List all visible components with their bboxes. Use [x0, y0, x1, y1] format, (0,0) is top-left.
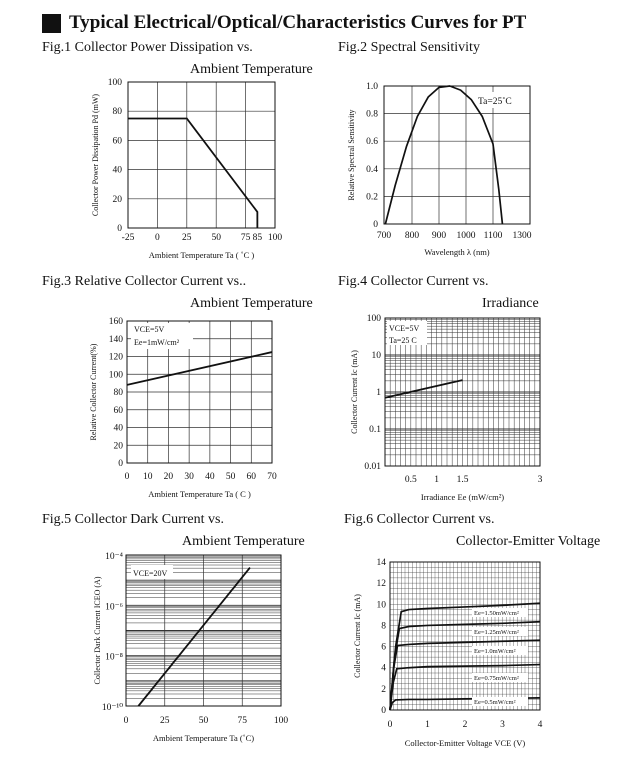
fig2-chart — [347, 82, 532, 257]
fig3-annotation-vce: VCE=5V — [134, 325, 165, 334]
fig6-ytick: 2 — [381, 684, 386, 695]
fig4-ylabel: Collector Current Ic (mA) — [350, 350, 359, 434]
fig2-ytick: 0 — [373, 220, 378, 230]
fig3-ytick: 0 — [118, 459, 123, 469]
fig2-xtick: 900 — [431, 231, 447, 241]
fig2-xtick: 1100 — [483, 231, 503, 241]
fig3-chart — [89, 317, 277, 499]
fig1-xtick: 75 — [240, 233, 251, 243]
fig3-ytick: 20 — [113, 441, 123, 452]
fig4-xtick: 3 — [537, 475, 543, 485]
fig5-xtick: 25 — [160, 716, 170, 726]
fig3-ytick: 140 — [108, 334, 123, 345]
fig2-xlabel: Wavelength λ (nm) — [424, 247, 490, 257]
fig1-ytick: 60 — [112, 136, 122, 147]
fig6-ytick: 6 — [381, 642, 386, 653]
fig4-ytick: 1 — [376, 388, 381, 398]
fig5-annotation: VCE=20V — [133, 569, 168, 578]
fig6-ytick: 12 — [376, 579, 386, 590]
fig2-ytick: 0.4 — [366, 164, 378, 175]
fig3-xtick: 20 — [163, 472, 174, 482]
fig4-ytick: 0.1 — [369, 425, 381, 435]
fig4-ytick: 10 — [371, 351, 381, 361]
fig6-series-label: Ee=0.5mW/cm² — [474, 699, 516, 706]
fig1-series-line — [128, 119, 257, 229]
fig6-ytick: 4 — [381, 663, 386, 674]
fig1-ytick: 40 — [112, 165, 122, 176]
fig1-xtick: 0 — [155, 233, 160, 243]
fig4-chart — [350, 314, 543, 502]
fig5-xtick: 0 — [123, 716, 129, 726]
fig1-ytick: 80 — [112, 107, 122, 118]
fig5-ytick: 10⁻¹⁰ — [101, 703, 123, 713]
fig6-ytick: 10 — [376, 600, 386, 611]
fig4-ytick: 0.01 — [364, 462, 381, 472]
fig5-caption-line2: Ambient Temperature — [182, 534, 305, 549]
fig3-xtick: 30 — [184, 472, 194, 482]
fig4-xtick: 1 — [434, 475, 440, 485]
fig3-ytick: 40 — [113, 423, 123, 434]
fig6-series-label: Ee=1.0mW/cm² — [474, 648, 516, 655]
fig1-ytick: 100 — [107, 78, 122, 88]
fig4-caption: Fig.4 Collector Current vs. — [338, 274, 489, 289]
fig3-xtick: 0 — [124, 472, 130, 482]
fig6-ytick: 0 — [381, 706, 386, 716]
fig1-ytick: 0 — [117, 224, 122, 234]
fig6-caption: Fig.6 Collector Current vs. — [344, 512, 495, 527]
fig4-series-line — [385, 380, 463, 398]
fig6-xtick: 0 — [387, 720, 393, 730]
fig1-ylabel: Collector Power Dissipation Pd (mW) — [91, 93, 100, 217]
fig6-xtick: 3 — [500, 720, 505, 730]
fig2-caption: Fig.2 Spectral Sensitivity — [338, 40, 480, 55]
fig2-xtick: 1000 — [456, 231, 476, 241]
fig5-series-line — [138, 568, 250, 706]
fig5-ytick: 10⁻⁶ — [105, 602, 123, 613]
fig3-ytick: 100 — [108, 370, 123, 381]
fig1-caption: Fig.1 Collector Power Dissipation vs. — [42, 40, 253, 55]
fig1-xtick: 25 — [182, 233, 192, 243]
fig1-xtick: -25 — [121, 233, 135, 243]
fig2-annotation: Ta=25˚C — [478, 97, 512, 107]
fig3-xtick: 50 — [225, 472, 236, 482]
fig3-xtick: 40 — [205, 472, 215, 482]
page-title: Typical Electrical/Optical/Characteristics Curves for PT — [69, 12, 527, 33]
fig6-series-label: Ee=0.75mW/cm² — [474, 675, 519, 682]
fig5-xtick: 100 — [273, 716, 289, 726]
fig6-series-label: Ee=1.25mW/cm² — [474, 629, 519, 636]
fig1-caption-line2: Ambient Temperature — [190, 62, 313, 77]
fig6-xlabel: Collector-Emitter Voltage VCE (V) — [404, 738, 526, 748]
fig6-xtick: 1 — [425, 720, 430, 730]
fig4-annotation-vce: VCE=5V — [389, 324, 420, 333]
fig2-ytick: 0.2 — [366, 192, 378, 203]
fig2-ytick: 1.0 — [366, 82, 378, 92]
fig3-annotation-ee: Ee=1mW/cm² — [134, 338, 180, 347]
fig6-caption-line2: Collector-Emitter Voltage — [456, 534, 601, 549]
fig3-caption-line2: Ambient Temperature — [190, 296, 313, 311]
fig4-xtick: 0.5 — [404, 475, 417, 485]
fig3-ylabel: Relative Collector Current(%) — [89, 343, 98, 441]
fig4-ytick: 100 — [366, 314, 381, 324]
fig3-xlabel: Ambient Temperature Ta ( C ) — [148, 489, 251, 499]
fig4-xtick: 1.5 — [456, 475, 469, 485]
fig3-xtick: 10 — [142, 472, 153, 482]
fig5-xtick: 75 — [237, 716, 247, 726]
fig1-ytick: 20 — [112, 194, 122, 205]
fig5-ytick: 10⁻⁴ — [105, 552, 123, 562]
fig1-chart — [91, 78, 282, 260]
fig2-xtick: 1300 — [512, 231, 532, 241]
fig3-series-line — [127, 352, 272, 385]
fig2-ytick: 0.8 — [366, 109, 378, 120]
fig3-ytick: 160 — [108, 317, 123, 327]
fig3-caption: Fig.3 Relative Collector Current vs.. — [42, 274, 247, 289]
fig2-ylabel: Relative Spectral Sensitivity — [347, 109, 356, 201]
fig2-ytick: 0.6 — [366, 137, 378, 148]
fig5-ylabel: Collector Dark Current ICEO (A) — [93, 576, 102, 685]
fig6-xtick: 4 — [537, 720, 543, 730]
fig5-xtick: 50 — [198, 716, 209, 726]
fig2-xtick: 800 — [404, 231, 420, 241]
fig3-xtick: 60 — [246, 472, 257, 482]
fig4-caption-line2: Irradiance — [482, 296, 539, 311]
fig6-ytick: 14 — [376, 558, 386, 568]
fig5-chart — [93, 552, 288, 743]
fig3-xtick: 70 — [267, 472, 277, 482]
fig6-xtick: 2 — [462, 720, 468, 730]
fig3-ytick: 120 — [108, 352, 123, 363]
fig6-ytick: 8 — [381, 621, 386, 632]
fig1-xtick: 50 — [211, 233, 221, 243]
fig5-ytick: 10⁻⁸ — [105, 652, 123, 663]
fig5-xlabel: Ambient Temperature Ta (˚C) — [152, 733, 255, 743]
fig4-xlabel: Irradiance Ee (mW/cm²) — [420, 492, 505, 502]
fig4-annotation-ta: Ta=25 C — [389, 336, 417, 345]
fig6-series-label: Ee=1.50mW/cm² — [474, 610, 519, 617]
fig6-ylabel: Collector Current Ic (mA) — [353, 594, 362, 678]
fig3-ytick: 60 — [113, 405, 123, 416]
fig5-caption: Fig.5 Collector Dark Current vs. — [42, 512, 224, 527]
fig1-xtick: 100 — [267, 233, 283, 243]
fig6-chart — [353, 558, 543, 748]
fig2-xtick: 700 — [376, 231, 392, 241]
fig3-ytick: 80 — [113, 388, 123, 398]
fig1-xlabel: Ambient Temperature Ta ( ˚C ) — [148, 250, 255, 260]
fig1-xtick: 85 — [252, 233, 263, 243]
